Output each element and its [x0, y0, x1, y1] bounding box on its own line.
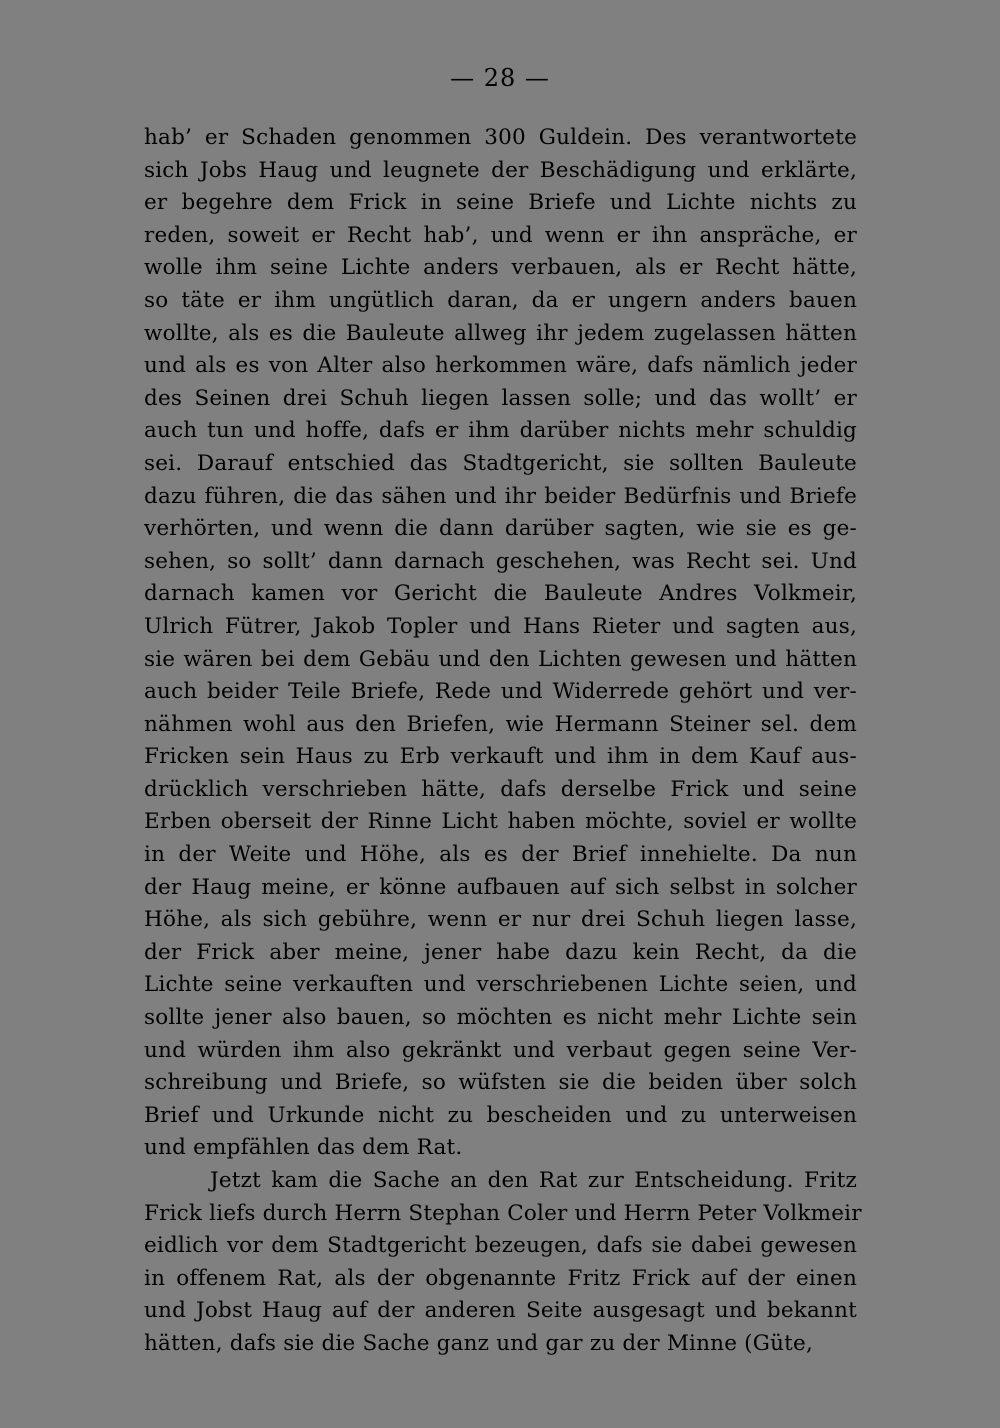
- paragraph: [144, 1165, 862, 1361]
- text-line: Lichte seine verkauften und verschriebenen Lichte seien, und: [144, 972, 857, 998]
- text-line: dazu führen, die das sähen und ihr beider Bedürfnis und Briefe: [144, 483, 857, 509]
- text-line: auch beider Teile Briefe, Rede und Widerrede gehört und ver-: [144, 679, 857, 705]
- text-line: auch tun und hoffe, dafs er ihm darüber nichts mehr schuldig: [144, 418, 857, 444]
- text-line: wolle ihm seine Lichte anders verbauen, als er Recht hätte,: [144, 255, 857, 281]
- text-line: sehen, so sollt’ dann darnach geschehen, was Recht sei. Und: [144, 548, 857, 574]
- text-line: nähmen wohl aus den Briefen, wie Hermann Steiner sel. dem: [144, 711, 857, 737]
- text-line: sich Jobs Haug und leugnete der Beschädigung und erklärte,: [144, 157, 857, 183]
- text-line: schreibung und Briefe, so wüfsten sie die beiden über solch: [144, 1070, 857, 1096]
- text-line: sei. Darauf entschied das Stadtgericht, sie sollten Bauleute: [144, 450, 857, 476]
- text-line: in offenem Rat, als der obgenannte Fritz Frick auf der einen: [144, 1265, 857, 1291]
- text-line: er begehre dem Frick in seine Briefe und Lichte nichts zu: [144, 190, 857, 216]
- page-number: — 28 —: [450, 64, 550, 92]
- text-line: und empfählen das dem Rat.: [144, 1135, 463, 1161]
- text-line: Jetzt kam die Sache an den Rat zur Entscheidung. Fritz: [210, 1168, 857, 1193]
- text-line: sollte jener also bauen, so möchten es nicht mehr Lichte sein: [144, 1005, 857, 1031]
- text-line: hätten, dafs sie die Sache ganz und gar zu der Minne (Güte,: [144, 1330, 813, 1356]
- text-line: wollte, als es die Bauleute allweg ihr jedem zugelassen hätten: [144, 320, 857, 346]
- text-line: hab’ er Schaden genommen 300 Guldein. Des verantwortete: [144, 125, 857, 150]
- text-line: der Haug meine, er könne aufbauen auf sich selbst in solcher: [144, 874, 857, 900]
- text-line: darnach kamen vor Gericht die Bauleute Andres Volkmeir,: [144, 581, 857, 607]
- text-line: so täte er ihm ungütlich daran, da er ungern anders bauen: [144, 287, 857, 313]
- body-text: [144, 122, 862, 1361]
- text-line: und als es von Alter also herkommen wäre, dafs nämlich jeder: [144, 353, 857, 379]
- text-line: Ulrich Fütrer, Jakob Topler und Hans Rieter und sagten aus,: [144, 613, 857, 639]
- text-line: Höhe, als sich gebühre, wenn er nur drei Schuh liegen lasse,: [144, 907, 857, 933]
- text-line: des Seinen drei Schuh liegen lassen solle; und das wollt’ er: [144, 385, 857, 411]
- text-line: sie wären bei dem Gebäu und den Lichten gewesen und hätten: [144, 646, 857, 672]
- text-line: Fricken sein Haus zu Erb verkauft und ihm in dem Kauf aus-: [144, 744, 857, 770]
- text-line: drücklich verschrieben hätte, dafs derselbe Frick und seine: [144, 776, 857, 802]
- text-line: Frick liefs durch Herrn Stephan Coler und Herrn Peter Volkmeir: [144, 1200, 862, 1226]
- text-line: Erben oberseit der Rinne Licht haben möchte, soviel er wollte: [144, 809, 857, 835]
- text-line: in der Weite und Höhe, als es der Brief innehielte. Da nun: [144, 842, 857, 868]
- text-line: Brief und Urkunde nicht zu bescheiden und zu unterweisen: [144, 1102, 857, 1128]
- paragraph: [144, 122, 857, 1165]
- text-line: verhörten, und wenn die dann darüber sagten, wie sie es ge-: [144, 516, 857, 542]
- text-line: und würden ihm also gekränkt und verbaut gegen seine Ver-: [144, 1037, 857, 1063]
- text-line: und Jobst Haug auf der anderen Seite ausgesagt und bekannt: [144, 1298, 857, 1324]
- text-line: eidlich vor dem Stadtgericht bezeugen, dafs sie dabei gewesen: [144, 1233, 857, 1259]
- text-line: der Frick aber meine, jener habe dazu kein Recht, da die: [144, 939, 857, 965]
- text-line: reden, soweit er Recht hab’, und wenn er ihn anspräche, er: [144, 222, 857, 248]
